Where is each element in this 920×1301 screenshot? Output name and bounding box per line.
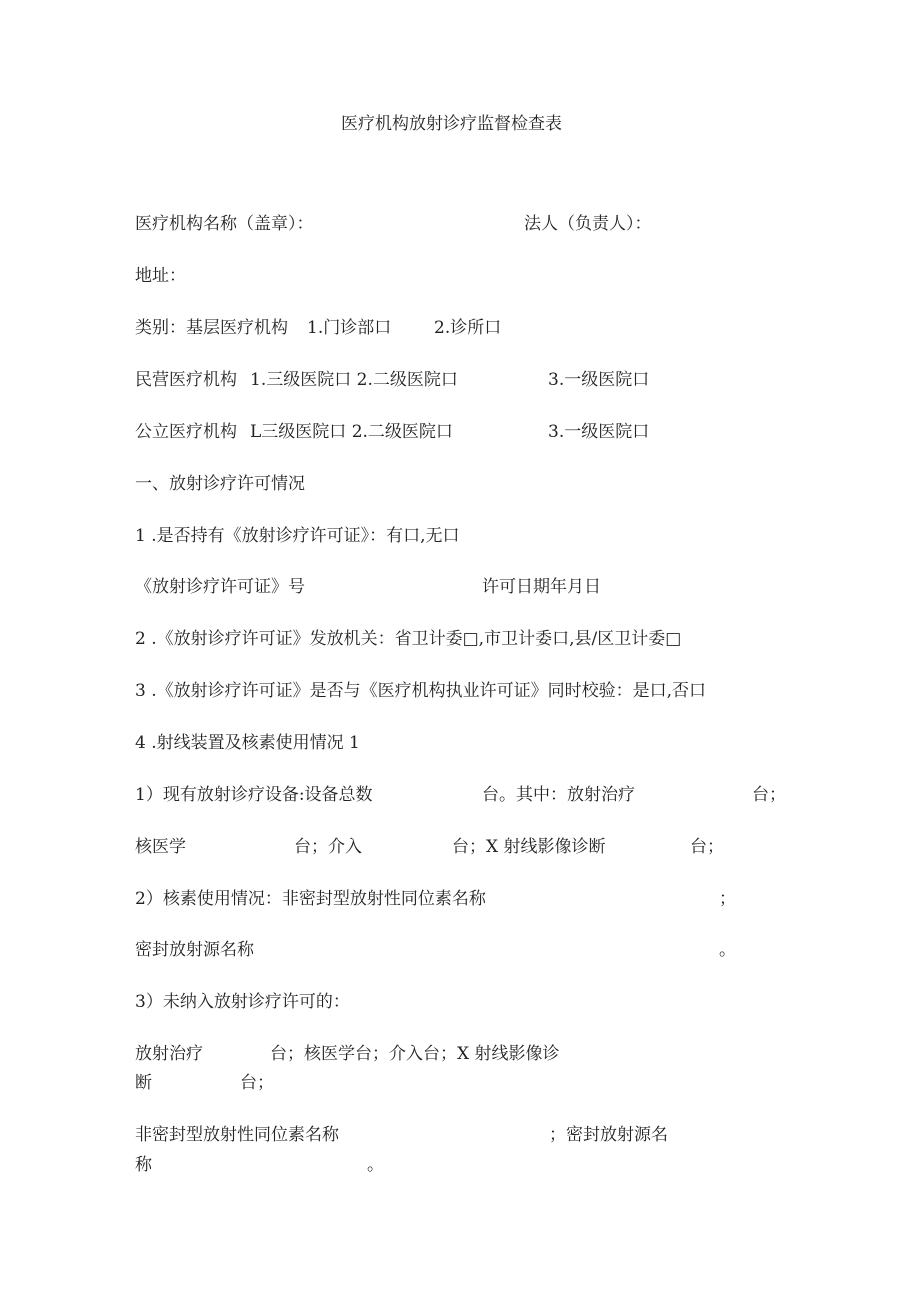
equipment-intro: 1）现有放射诊疗设备:设备总数 [135, 785, 373, 805]
unlicensed-sealed-end: 。 [367, 1155, 384, 1175]
category-basic-option-1: 1.门诊部口 [307, 318, 392, 338]
equipment-radiotherapy-label: 台。其中：放射治疗 [482, 785, 635, 805]
unlicensed-diagnosis-label: 断 [135, 1073, 152, 1093]
unlicensed-unsealed-label: 非密封型放射性同位素名称 [135, 1125, 339, 1145]
cert-number-label: 《放射诊疗许可证》号 [135, 577, 305, 597]
address-label: 地址： [135, 266, 186, 286]
equipment-radiotherapy-unit: 台； [752, 785, 786, 805]
category-public-options: L三级医院口 2.二级医院口 [250, 422, 453, 442]
question-1: 1 .是否持有《放射诊疗许可证》：有口,无口 [135, 526, 460, 546]
category-private-label: 民营医疗机构 [135, 370, 237, 390]
category-public-option-3: 3.一级医院口 [548, 422, 650, 442]
question-4: 4 .射线装置及核素使用情况 1 [135, 733, 360, 753]
legal-person-label: 法人（负责人）： [524, 214, 652, 234]
unlicensed-intro: 3）未纳入放射诊疗许可的： [135, 992, 350, 1012]
equipment-interventional-label: 台；介入 [294, 837, 362, 857]
equipment-xray-label: 台；X 射线影像诊断 [452, 837, 606, 857]
org-name-label: 医疗机构名称（盖章）： [135, 214, 314, 234]
unlicensed-radiotherapy-label: 放射治疗 [135, 1044, 203, 1064]
nuclide-intro: 2）核素使用情况：非密封型放射性同位素名称 [135, 889, 486, 909]
equipment-xray-unit: 台； [690, 837, 724, 857]
nuclide-sealed-end: 。 [719, 940, 736, 960]
category-basic-label: 类别：基层医疗机构 [135, 318, 288, 338]
unlicensed-sealed-label-tail: 称 [135, 1155, 152, 1175]
category-public-label: 公立医疗机构 [135, 422, 237, 442]
nuclide-sealed-label: 密封放射源名称 [135, 940, 254, 960]
category-basic-option-2: 2.诊所口 [434, 318, 502, 338]
unlicensed-other-equipment: 台；核医学台；介入台；X 射线影像诊 [270, 1044, 560, 1064]
question-2: 2 .《放射诊疗许可证》发放机关：省卫计委□,市卫计委口,县/区卫计委□ [135, 629, 682, 649]
cert-date-label: 许可日期年月日 [482, 577, 601, 597]
question-3: 3 .《放射诊疗许可证》是否与《医疗机构执业许可证》同时校验：是口,否口 [135, 681, 707, 701]
category-private-options: 1.三级医院口 2.二级医院口 [250, 370, 458, 390]
unlicensed-diagnosis-unit: 台； [240, 1073, 274, 1093]
equipment-nuclear-label: 核医学 [135, 837, 186, 857]
nuclide-unsealed-end: ； [719, 889, 736, 909]
page-title: 医疗机构放射诊疗监督检查表 [341, 114, 562, 134]
unlicensed-sealed-label: ；密封放射源名 [549, 1125, 668, 1145]
section-heading: 一、放射诊疗许可情况 [135, 474, 305, 494]
category-private-option-3: 3.一级医院口 [548, 370, 650, 390]
